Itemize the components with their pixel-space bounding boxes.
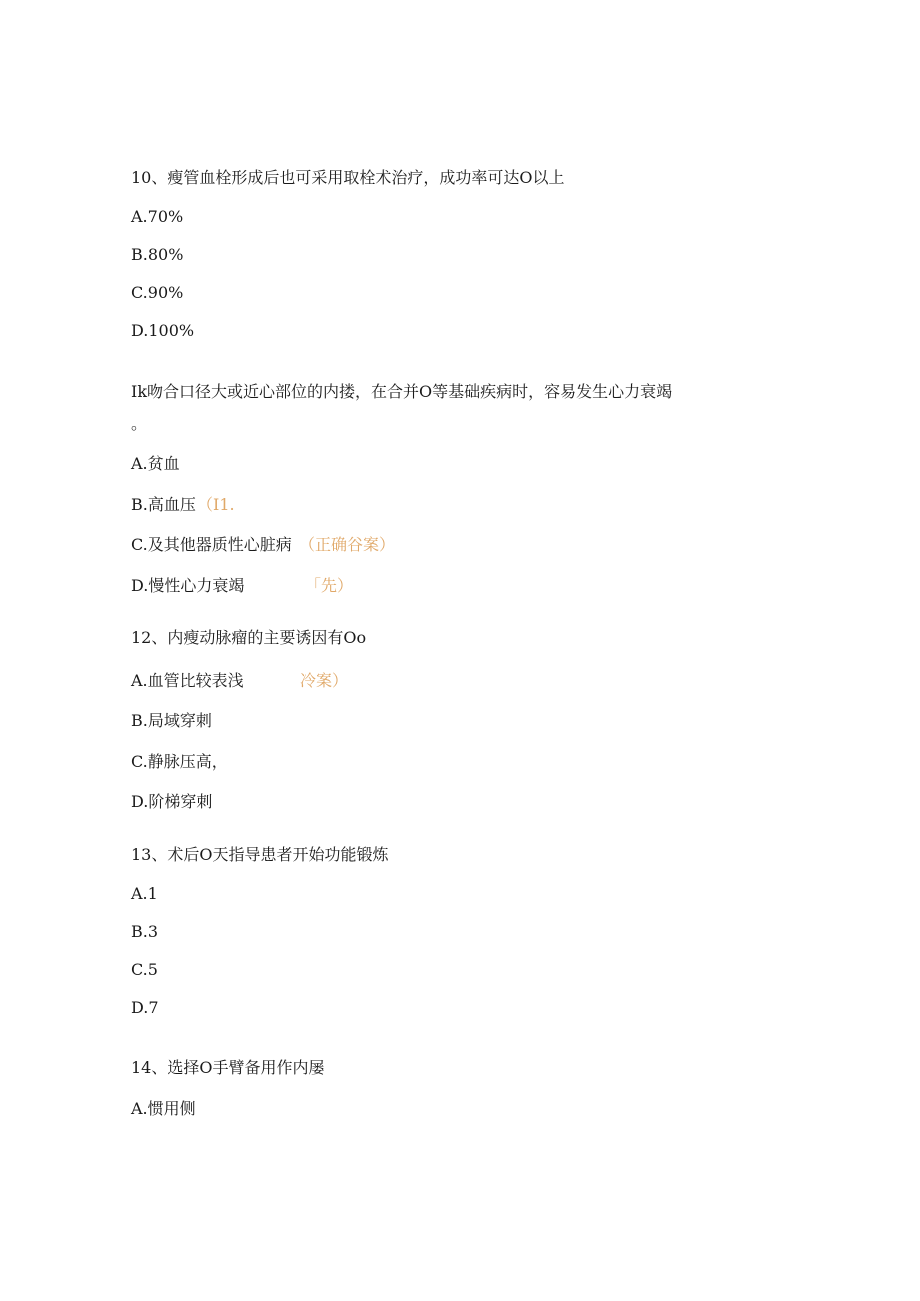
question-12-option-d: D.阶梯穿刺: [131, 792, 213, 811]
question-11-stem-continuation: 。: [131, 414, 148, 433]
question-12-option-a-annotation: 冷案）: [300, 671, 349, 690]
question-10-stem: 10、瘦管血栓形成后也可采用取栓术治疗，成功率可达O以上: [131, 168, 565, 187]
question-13-option-d: D.7: [131, 998, 159, 1017]
question-12-option-c: C.静脉压高，: [131, 752, 228, 771]
question-14-option-a: A.惯用侧: [131, 1099, 196, 1118]
question-10-option-b: B.80%: [131, 245, 184, 264]
question-11-option-b-annotation: （I1.: [197, 495, 235, 514]
question-11-option-c: C.及其他器质性心脏病: [131, 535, 292, 554]
question-11-stem: Ik吻合口径大或近心部位的内搂，在合并O等基础疾病时，容易发生心力衰竭: [131, 382, 673, 401]
question-13-option-c: C.5: [131, 960, 158, 979]
question-10-option-a: A.70%: [131, 207, 184, 226]
question-12-stem: 12、内瘦动脉瘤的主要诱因有Oo: [131, 628, 367, 647]
question-13-option-a: A.1: [131, 884, 158, 903]
question-11-option-d: D.慢性心力衰竭: [131, 576, 245, 595]
question-11-option-a: A.贫血: [131, 454, 180, 473]
question-11-option-b: B.高血压: [131, 495, 196, 514]
question-12-option-a: A.血管比较表浅: [131, 671, 244, 690]
question-10-option-c: C.90%: [131, 283, 184, 302]
question-12-option-b: B.局域穿刺: [131, 711, 212, 730]
question-11-option-d-annotation: 「先）: [305, 576, 354, 595]
question-14-stem: 14、选择O手臂备用作内屡: [131, 1058, 325, 1077]
question-11-option-c-annotation: （正确谷案）: [299, 535, 396, 554]
question-13-stem: 13、术后O天指导患者开始功能锻炼: [131, 845, 389, 864]
question-13-option-b: B.3: [131, 922, 159, 941]
question-10-option-d: D.100%: [131, 321, 195, 340]
